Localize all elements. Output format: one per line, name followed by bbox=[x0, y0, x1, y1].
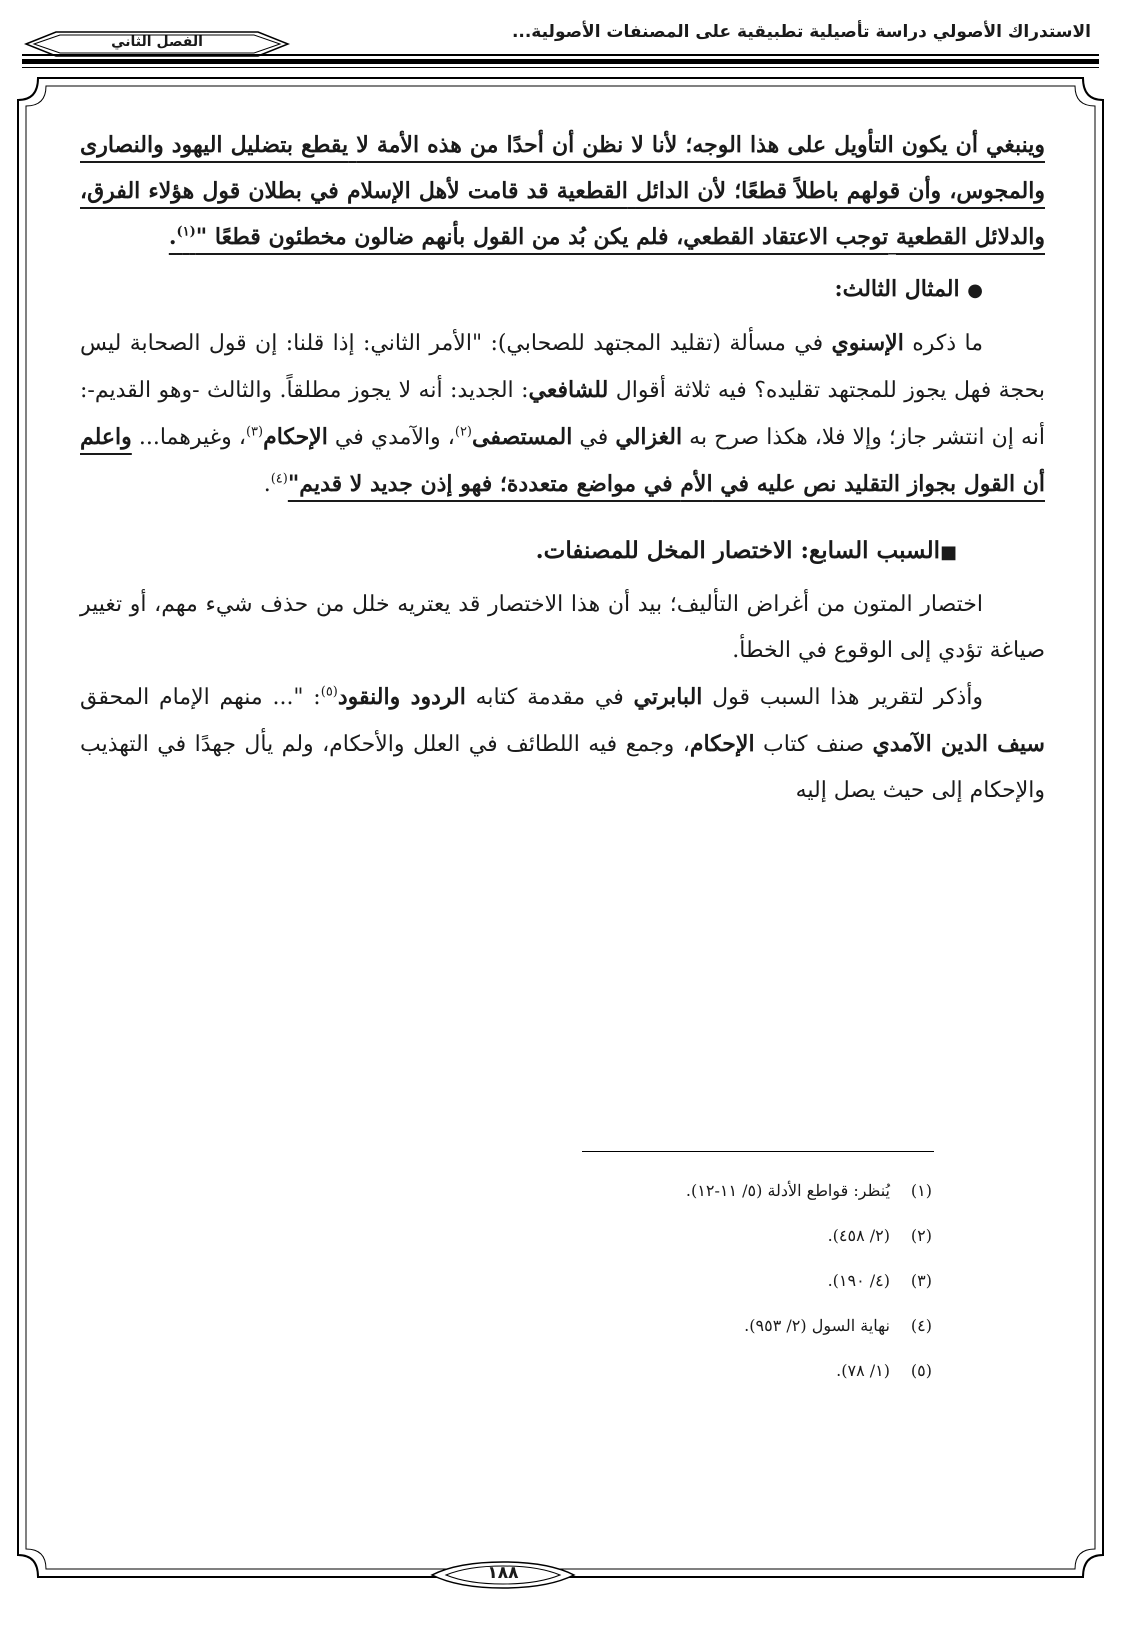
author-name: الغزالي bbox=[615, 424, 683, 450]
footnote-text: (٤/ ١٩٠). bbox=[827, 1271, 890, 1290]
text-run: أن القول بجواز التقليد نص عليه في bbox=[712, 471, 1045, 497]
footnote-ref: (٤) bbox=[270, 471, 288, 487]
quote-paragraph bbox=[80, 122, 1045, 260]
footnote-text: (١/ ٧٨). bbox=[836, 1361, 890, 1380]
footnote bbox=[80, 1168, 932, 1213]
footnotes bbox=[80, 1168, 932, 1393]
section-heading-text: السبب السابع: الاختصار المخل للمصنفات. bbox=[535, 537, 940, 564]
quote-line: يقطع بتضليل اليهود والنصارى والمجوس، وأن قولهم باطلاً قطعًا؛ لأن الدائل bbox=[80, 132, 1045, 204]
footnote-ref: (٥) bbox=[320, 684, 338, 700]
author-name: للشافعي bbox=[528, 377, 609, 403]
quote-line: توجب الاعتقاد القطعي، فلم يكن بُد من القول بأنهم ضالون مخطئون قطعًا " bbox=[195, 224, 889, 250]
text-run: ، والآمدي في bbox=[327, 425, 455, 450]
book-title: الأم bbox=[680, 471, 713, 497]
text-run: في bbox=[572, 425, 616, 450]
header-rule bbox=[22, 54, 1099, 56]
footnote bbox=[80, 1258, 932, 1303]
end-dot: . bbox=[263, 472, 271, 497]
author-name: البابرتي bbox=[633, 684, 703, 710]
chapter-tab bbox=[22, 30, 292, 62]
text-run: واعلم bbox=[80, 424, 132, 450]
end-dot: . bbox=[168, 224, 177, 250]
footnote-number: (٢) bbox=[910, 1226, 932, 1245]
example-heading bbox=[80, 266, 1045, 314]
footnote-number: (٣) bbox=[910, 1271, 932, 1290]
text-run: : "... منهم الإمام المحقق bbox=[80, 685, 321, 710]
footnote-text: يُنظر: قواطع الأدلة (٥/ ١١-١٢). bbox=[685, 1181, 890, 1200]
text-run: في مقدمة كتابه bbox=[465, 685, 634, 710]
footnote-ref: (٣) bbox=[245, 424, 264, 440]
quote-line: القطعية قد قامت لأهل الإسلام في بطلان قول هؤلاء الفرق، والدلائل القطعية bbox=[80, 178, 1045, 250]
running-header-title: الاستدراك الأصولي دراسة تأصيلية تطبيقية على المصنفات الأصولية... bbox=[511, 22, 1091, 42]
book-title: الردود والنقود bbox=[337, 684, 466, 710]
footnote-number: (٤) bbox=[910, 1316, 932, 1335]
bullet-icon: ● bbox=[967, 280, 983, 301]
book-title: الإحكام bbox=[689, 731, 755, 757]
text-run: في مسألة (تقليد المجتهد للصحابي): "الأمر الثاني: إذا قلنا: إن قول الصحابة ليس بحجة فهل يجوز للمجتهد تقليده؟ فيه ثلاثة أقوال bbox=[80, 331, 1045, 403]
book-title: المستصفى bbox=[472, 424, 573, 450]
footnote-ref: (٢) bbox=[454, 424, 472, 440]
footnote-ref: (١) bbox=[176, 224, 196, 240]
footnote-number: (١) bbox=[910, 1181, 932, 1200]
text-run: صنف كتاب bbox=[754, 732, 873, 757]
section-heading bbox=[80, 528, 1045, 576]
book-title: الإحكام bbox=[263, 424, 328, 450]
chapter-label: الفصل الثاني bbox=[111, 34, 203, 50]
page-body bbox=[80, 122, 1045, 814]
header-rule-thin bbox=[22, 67, 1099, 68]
footnote-text: نهاية السول (٢/ ٩٥٣). bbox=[744, 1316, 890, 1335]
header-rule-thick bbox=[22, 59, 1099, 64]
author-name: سيف الدين الآمدي bbox=[872, 731, 1045, 757]
page-number: ١٨٨ bbox=[487, 1563, 519, 1583]
page-number-badge bbox=[428, 1560, 578, 1590]
text-run: وأذكر لتقرير هذا السبب قول bbox=[702, 685, 984, 710]
footnote-text: (٢/ ٤٥٨). bbox=[827, 1226, 890, 1245]
square-bullet-icon: ■ bbox=[939, 542, 957, 563]
quote-intro-paragraph bbox=[80, 674, 1045, 814]
quote-line: وينبغي أن يكون التأويل على هذا الوجه؛ لأنا لا نظن أن أحدًا من هذه الأمة لا bbox=[356, 132, 1045, 158]
text-run: في مواضع متعددة؛ فهو إذن جديد لا قديم" bbox=[287, 471, 681, 497]
example-heading-text: المثال الثالث: bbox=[834, 276, 960, 302]
footnote-separator bbox=[582, 1151, 934, 1152]
text-run: ، وغيرهما... bbox=[131, 425, 246, 450]
author-name: الإسنوي bbox=[831, 330, 904, 356]
footnote bbox=[80, 1213, 932, 1258]
text-run: ، وجمع فيه اللطائف في العلل والأحكام، ولم يأل جهدًا في التهذيب والإحكام إلى حيث يصل إليه bbox=[80, 732, 1045, 803]
section-paragraph: اختصار المتون من أغراض التأليف؛ بيد أن هذا الاختصار قد يعتريه خلل من حذف شيء مهم، أو تغيير صياغة تؤدي إلى الوقوع في الخطأ. bbox=[80, 592, 1045, 663]
footnote-number: (٥) bbox=[910, 1361, 932, 1380]
example-paragraph bbox=[80, 320, 1045, 508]
footnote bbox=[80, 1303, 932, 1348]
footnote bbox=[80, 1348, 932, 1393]
text-run: ما ذكره bbox=[903, 331, 983, 356]
text-run: : الجديد: أنه لا يجوز مطلقاً. والثالث -وهو القديم-: أنه إن انتشر جاز؛ وإلا فلا، هكذا صرح به bbox=[80, 378, 1045, 450]
